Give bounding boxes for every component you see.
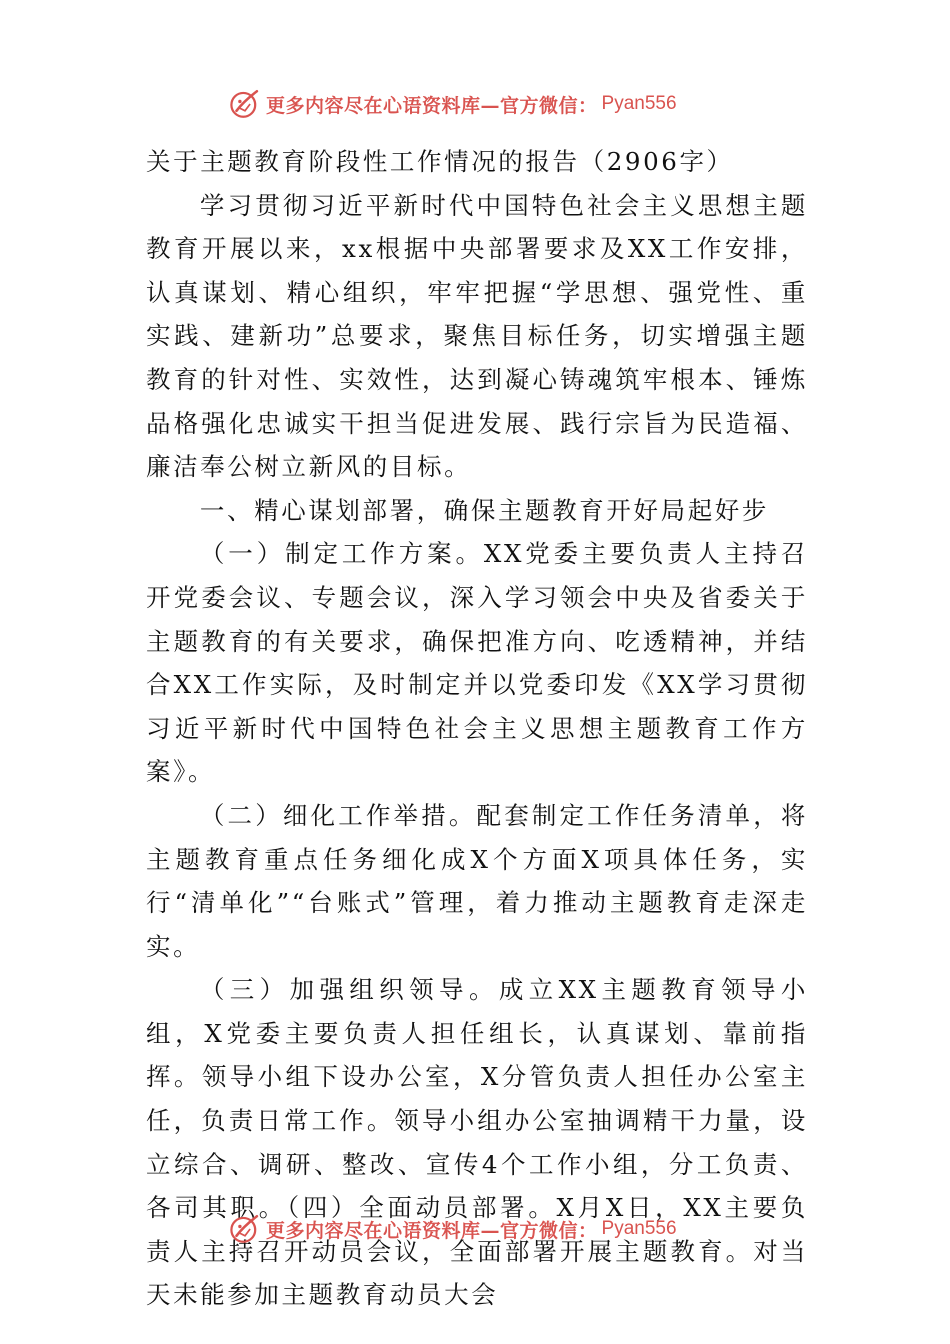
paragraph-item-2: （二）细化工作举措。配套制定工作任务清单，将主题教育重点任务细化成X个方面X项具体任务，实行“清单化”“台账式”管理，着力推动主题教育走深走实。	[146, 800, 808, 961]
paragraph-item-1: （一）制定工作方案。XX党委主要负责人主持召开党委会议、专题会议，深入学习领会中央及省委关于主题教育的有关要求，确保把准方向、吃透精神，并结合XX工作实际，及时制定并以党委印发《XX学习贯彻习近平新时代中国特色社会主义思想主题教育工作方案》。	[146, 539, 808, 787]
watermark-text: 更多内容尽在心语资料库—官方微信：	[266, 94, 598, 117]
pen-logo-icon	[228, 1212, 262, 1246]
pen-logo-icon	[228, 87, 262, 121]
section-heading-1: 一、精心谋划部署，确保主题教育开好局起好步	[199, 495, 769, 525]
watermark-header	[228, 84, 748, 124]
paragraph-item-3: （三）加强组织领导。成立XX主题教育领导小组，X党委主要负责人担任组长，认真谋划、靠前指挥。领导小组下设办公室，X分管负责人担任办公室主任，负责日常工作。领导小组办公室抽调精干力量，设立综合、调研、整改、宣传4个工作小组，分工负责、各司其职。（四）全面动员部署。X月X日，XX主要负责人主持召开动员会议，全面部署开展主题教育。对当天未能参加主题教育动员大会	[146, 975, 808, 1310]
watermark-account: Pyan556	[601, 1218, 677, 1239]
watermark-text: 更多内容尽在心语资料库—官方微信：	[266, 1219, 598, 1242]
watermark-footer	[228, 1209, 748, 1249]
document-title: 关于主题教育阶段性工作情况的报告（2906字）	[146, 147, 734, 176]
watermark-account: Pyan556	[601, 93, 677, 114]
document-body	[146, 140, 808, 1317]
paragraph-intro: 学习贯彻习近平新时代中国特色社会主义思想主题教育开展以来，xx根据中央部署要求及XX工作安排，认真谋划、精心组织，牢牢把握“学思想、强党性、重实践、建新功”总要求，聚焦目标任务，切实增强主题教育的针对性、实效性，达到凝心铸魂筑牢根本、锤炼品格强化忠诚实干担当促进发展、践行宗旨为民造福、廉洁奉公树立新风的目标。	[146, 190, 808, 482]
